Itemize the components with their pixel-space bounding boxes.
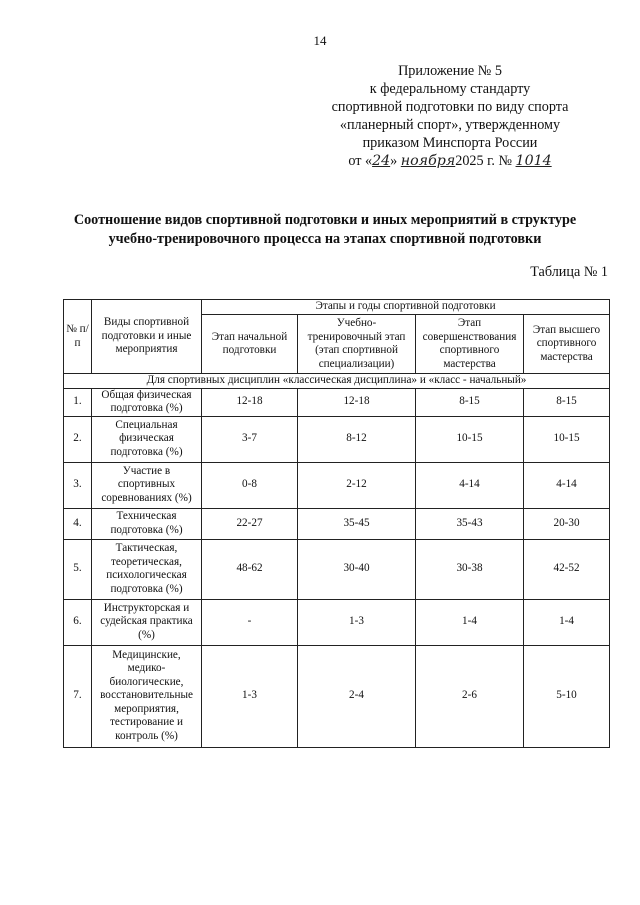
header-stage-1: Этап начальной подготовки [202,315,298,374]
row-value: 12-18 [202,388,298,416]
row-value: 30-38 [416,539,524,599]
row-value: 4-14 [524,462,610,508]
row-num: 7. [64,645,92,747]
row-value: 35-45 [298,508,416,539]
header-stage-2: Учебно-тренировочный этап (этап спортивной специализации) [298,315,416,374]
page-number: 14 [313,33,327,48]
appendix-block [300,62,600,170]
date-prefix: от « [348,153,373,169]
table-row [64,508,610,539]
row-num: 5. [64,539,92,599]
header-stages: Этапы и годы спортивной подготовки [202,300,610,315]
row-value: 12-18 [298,388,416,416]
row-value: 22-27 [202,508,298,539]
row-name: Общая физическая подготовка (%) [92,388,202,416]
table-label: Таблица № 1 [530,264,608,280]
date-day: 24 [372,153,391,169]
row-name: Участие в спортивных соревнованиях (%) [92,462,202,508]
header-type: Виды спортивной подготовки и иные мероприятия [92,300,202,374]
order-date-line [300,152,600,170]
section-title: Для спортивных дисциплин «классическая дисциплина» и «класс - начальный» [64,374,610,389]
appendix-line-5: приказом Минспорта России [362,135,538,151]
order-number: 1014 [515,153,552,169]
training-ratio-table [63,299,610,748]
table-row [64,416,610,462]
row-value: 42-52 [524,539,610,599]
row-name: Специальная физическая подготовка (%) [92,416,202,462]
row-value: 1-3 [202,645,298,747]
row-value: 1-4 [524,599,610,645]
row-num: 1. [64,388,92,416]
row-value: 1-3 [298,599,416,645]
header-num: № п/п [64,300,92,374]
section-row [64,374,610,389]
table-header-row [64,300,610,315]
row-value: 30-40 [298,539,416,599]
row-num: 2. [64,416,92,462]
row-value: 10-15 [524,416,610,462]
row-value: - [202,599,298,645]
row-value: 2-6 [416,645,524,747]
table-row [64,462,610,508]
row-value: 5-10 [524,645,610,747]
row-value: 0-8 [202,462,298,508]
row-name: Медицинские, медико-биологические, восстановительные мероприятия, тестирование и контроль (%) [92,645,202,747]
row-value: 4-14 [416,462,524,508]
row-value: 2-12 [298,462,416,508]
table-row [64,388,610,416]
table-row [64,539,610,599]
date-month: ноября [400,153,456,169]
row-value: 48-62 [202,539,298,599]
row-value: 8-12 [298,416,416,462]
row-value: 3-7 [202,416,298,462]
table-row [64,645,610,747]
appendix-line-3: спортивной подготовки по виду спорта [331,99,569,115]
row-name: Тактическая, теоретическая, психологическая подготовка (%) [92,539,202,599]
date-mid: » [390,153,401,169]
row-value: 1-4 [416,599,524,645]
row-num: 6. [64,599,92,645]
header-stage-3: Этап совершенствования спортивного мастерства [416,315,524,374]
row-value: 8-15 [524,388,610,416]
row-name: Техническая подготовка (%) [92,508,202,539]
row-num: 3. [64,462,92,508]
row-value: 10-15 [416,416,524,462]
title-line-2: учебно-тренировочного процесса на этапах спортивной подготовки [108,231,542,247]
date-year: 2025 г. № [455,153,516,169]
row-value: 2-4 [298,645,416,747]
row-num: 4. [64,508,92,539]
row-value: 35-43 [416,508,524,539]
table-row [64,599,610,645]
appendix-line-4: «планерный спорт», утвержденному [339,117,561,133]
title-line-1: Соотношение видов спортивной подготовки и иных мероприятий в структуре [73,212,577,228]
row-name: Инструкторская и судейская практика (%) [92,599,202,645]
row-value: 20-30 [524,508,610,539]
appendix-line-1: Приложение № 5 [398,63,502,79]
row-value: 8-15 [416,388,524,416]
document-title [50,211,600,249]
appendix-line-2: к федеральному стандарту [369,81,531,97]
header-stage-4: Этап высшего спортивного мастерства [524,315,610,374]
